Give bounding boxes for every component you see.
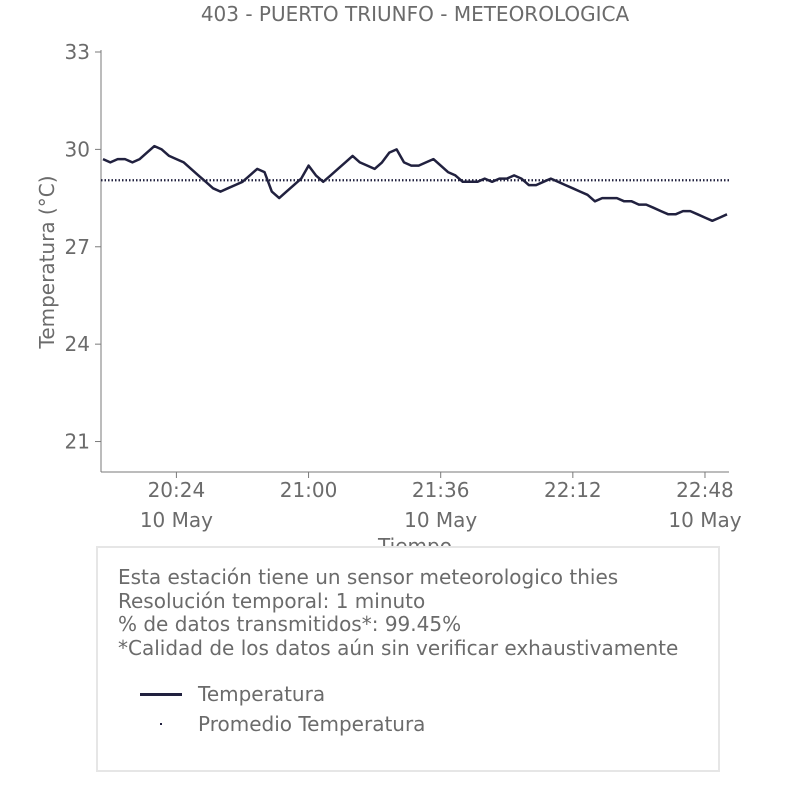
temperature-line bbox=[103, 146, 727, 221]
x-tick-date-label: 10 May bbox=[404, 508, 478, 532]
y-axis-label: Temperatura (°C) bbox=[35, 175, 59, 349]
y-tick-label: 27 bbox=[64, 234, 90, 259]
x-tick-label: 21:36 bbox=[411, 478, 470, 502]
info-line-transmitted: % de datos transmitidos*: 99.45% bbox=[118, 612, 462, 636]
y-tick-label: 30 bbox=[64, 137, 90, 162]
info-line-resolution: Resolución temporal: 1 minuto bbox=[118, 588, 426, 613]
info-line-sensor: Esta estación tiene un sensor meteorologico thies bbox=[118, 565, 619, 589]
legend-dot-swatch bbox=[138, 712, 184, 736]
legend-line-swatch bbox=[138, 682, 184, 706]
x-tick-label: 22:48 bbox=[676, 478, 734, 502]
x-tick-label: 21:00 bbox=[279, 478, 338, 502]
info-lines bbox=[118, 566, 678, 660]
x-tick-label: 22:12 bbox=[544, 478, 602, 502]
legend-label-promedio: Promedio Temperatura bbox=[198, 712, 426, 736]
chart-title: 403 - PUERTO TRIUNFO - METEOROLOGICA bbox=[200, 2, 630, 26]
y-tick-label: 24 bbox=[64, 332, 90, 357]
y-tick-label: 33 bbox=[64, 40, 90, 64]
legend-item-temperatura bbox=[138, 682, 325, 706]
legend-label-temperatura: Temperatura bbox=[198, 682, 326, 706]
plot-area bbox=[65, 40, 742, 532]
info-box bbox=[96, 546, 720, 772]
x-tick-label: 20:24 bbox=[147, 478, 206, 502]
y-tick-label: 21 bbox=[64, 429, 90, 454]
info-line-quality: *Calidad de los datos aún sin verificar exhaustivamente bbox=[118, 635, 679, 660]
x-tick-date-label: 10 May bbox=[668, 508, 742, 532]
x-tick-date-label: 10 May bbox=[139, 508, 213, 532]
legend-item-promedio bbox=[138, 712, 425, 736]
